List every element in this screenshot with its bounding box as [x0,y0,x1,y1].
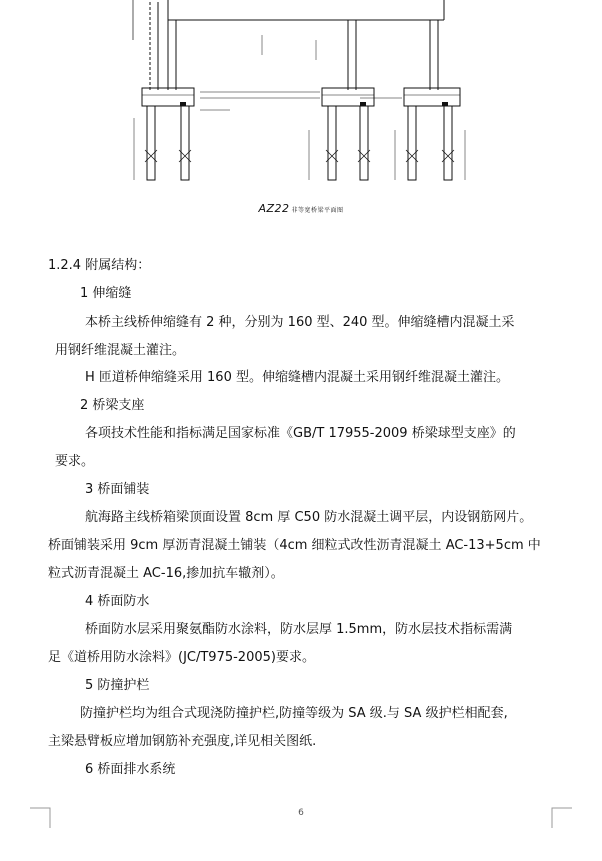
paragraph-line: 航海路主线桥箱梁顶面设置 8cm 厚 C50 防水混凝土调平层，内设钢筋网片。 [85,510,533,525]
item-title: 3 桥面铺装 [85,482,150,497]
item-title: 1 伸缩缝 [80,286,132,301]
paragraph-line: H 匝道桥伸缩缝采用 160 型。伸缩缝槽内混凝土采用钢纤维混凝土灌注。 [85,370,509,385]
paragraph-line: 各项技术性能和指标满足国家标准《GB/T 17955-2009 桥梁球型支座》的 [85,426,516,441]
item-title: 6 桥面排水系统 [85,762,176,777]
item-title: 4 桥面防水 [85,594,150,609]
figure-caption-code: AZ22 [258,202,290,215]
figure-caption [0,202,602,215]
page-number: 6 [298,808,304,818]
section-heading: 1.2.4 附属结构： [48,258,151,273]
paragraph-line: 主梁悬臂板应增加钢筋补充强度,详见相关图纸. [48,734,317,749]
figure-caption-text: 非等宽桥梁平面图 [291,207,344,214]
paragraph-line: 防撞护栏均为组合式现浇防撞护栏,防撞等级为 SA 级.与 SA 级护栏相配套, [80,706,508,721]
item-title: 2 桥梁支座 [80,398,145,413]
paragraph-line: 足《道桥用防水涂料》(JC/T975-2005)要求。 [48,650,315,665]
paragraph-line: 用钢纤维混凝土灌注。 [55,343,186,358]
paragraph-line: 桥面防水层采用聚氨酯防水涂料，防水层厚 1.5mm，防水层技术指标需满 [85,622,513,637]
paragraph-line: 要求。 [55,454,95,469]
paragraph-line: 桥面铺装采用 9cm 厚沥青混凝土铺装（4cm 细粒式改性沥青混凝土 AC-13+5cm 中 [48,538,541,553]
paragraph-line: 本桥主线桥伸缩缝有 2 种，分别为 160 型、240 型。伸缩缝槽内混凝土采 [85,315,515,330]
item-title: 5 防撞护栏 [85,678,150,693]
bridge-pier-drawing [0,0,602,230]
paragraph-line: 粒式沥青混凝土 AC-16,掺加抗车辙剂）。 [48,566,284,581]
